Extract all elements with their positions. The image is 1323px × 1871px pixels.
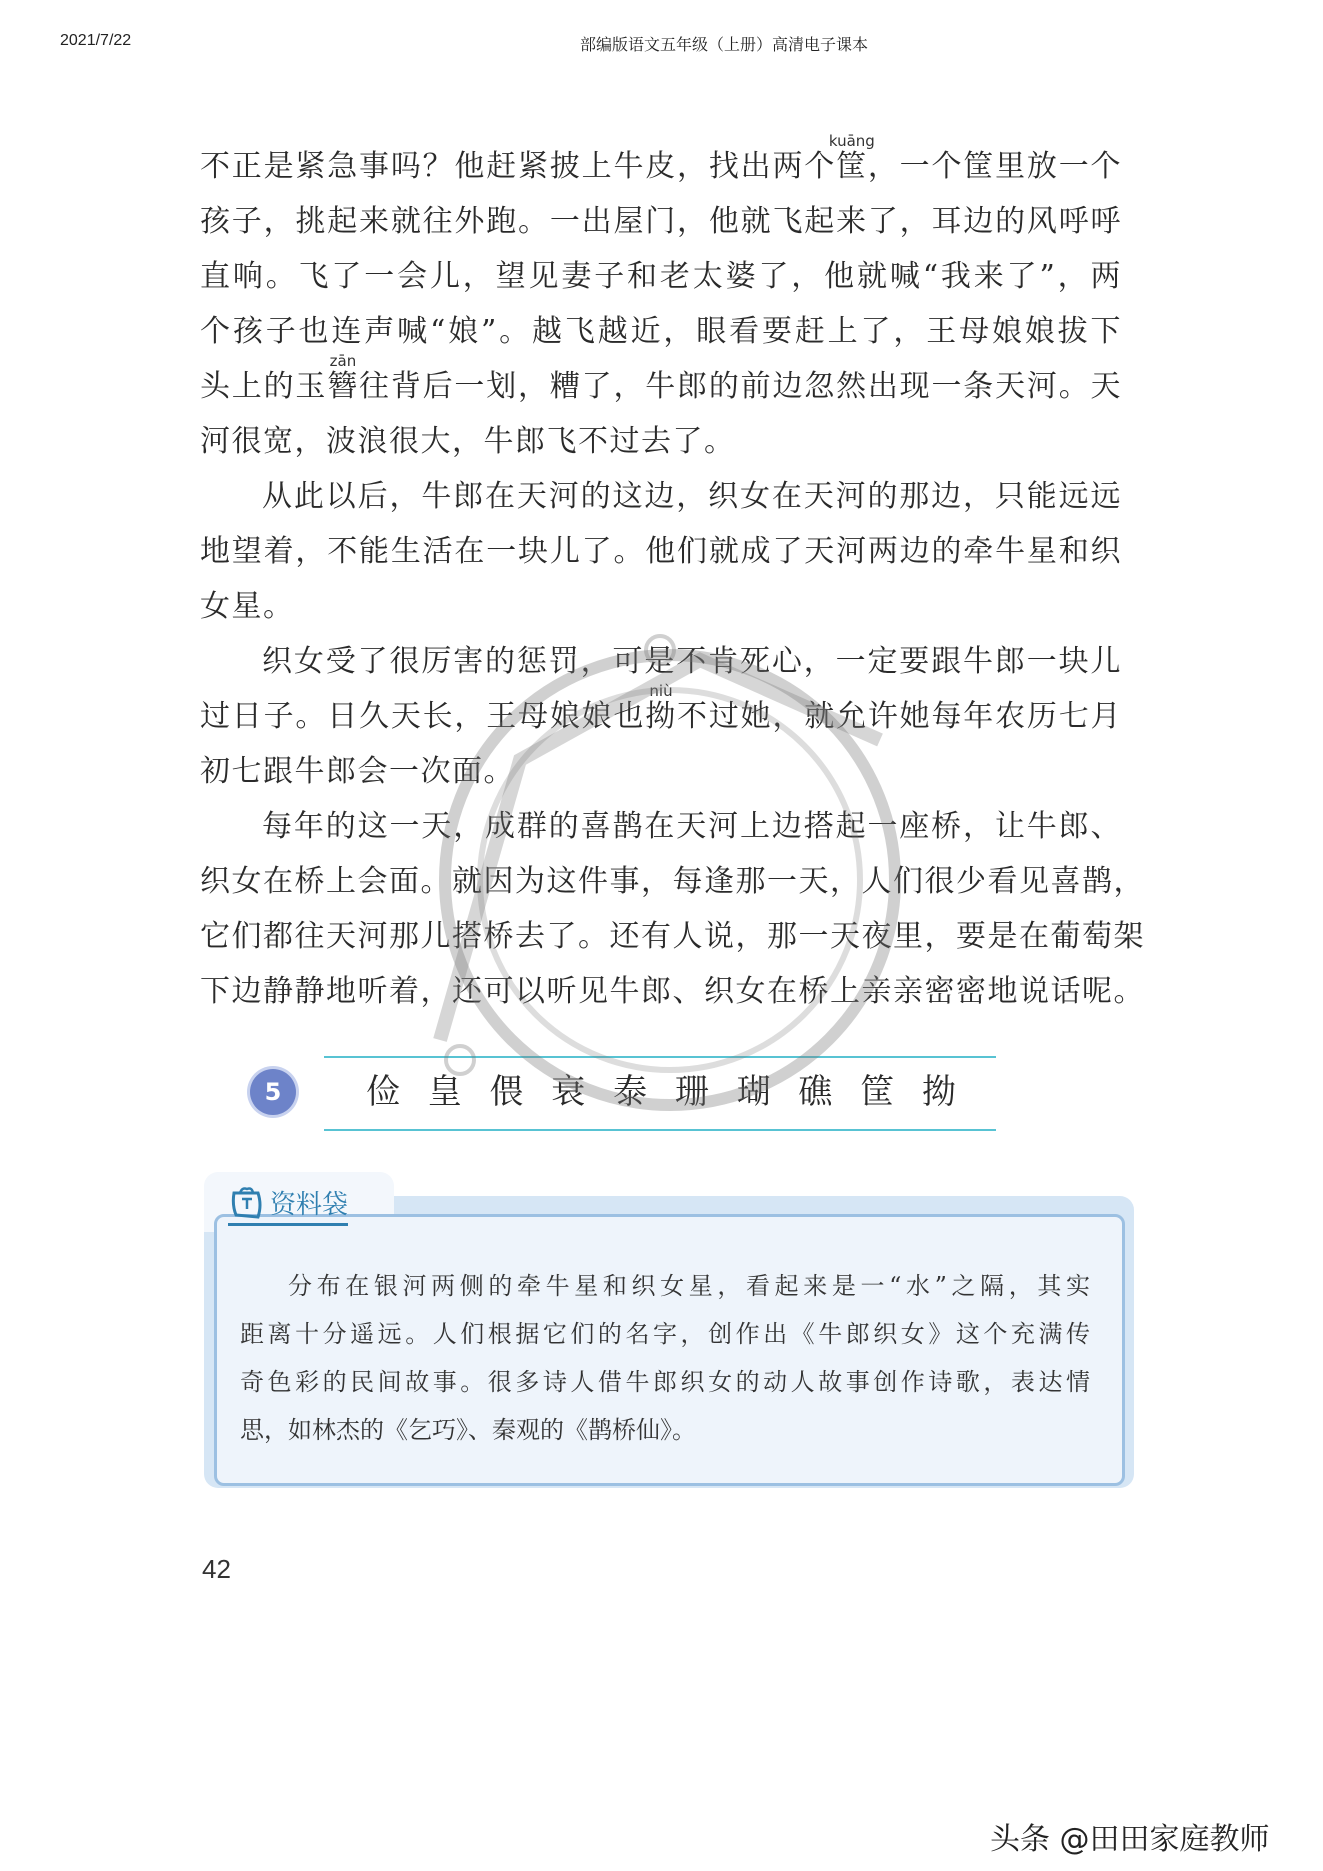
- text-segment: 过日子。日久天长，王母娘娘也: [200, 699, 646, 734]
- text-line: 每年的这一天，成群的喜鹊在天河上边搭起一座桥，让牛郎、: [262, 809, 1122, 844]
- new-char: 珊: [674, 1072, 709, 1112]
- text-line: 思，如林杰的《乞巧》、秦观的《鹊桥仙》。: [240, 1416, 696, 1444]
- text-segment: 不过她，就允许她每年农历七月: [676, 699, 1122, 734]
- text-line: 女星。: [200, 589, 295, 624]
- text-line: 个孩子也连声喊“娘”。越飞越近，眼看要赶上了，王母娘娘拔下: [200, 314, 1122, 349]
- char: 筐: [836, 149, 868, 184]
- page-number: 42: [202, 1554, 231, 1584]
- new-characters: [366, 1068, 956, 1116]
- text-line: [200, 682, 1122, 737]
- text-line: 从此以后，牛郎在天河的这边，织女在天河的那边，只能远远: [262, 479, 1122, 514]
- document-title: 部编版语文五年级（上册）高清电子课本: [580, 37, 869, 54]
- new-char: 衰: [551, 1072, 586, 1112]
- info-box-title-text: 资料袋: [270, 1190, 349, 1220]
- annotated-char: [828, 132, 875, 185]
- book-bag-icon: [228, 1185, 266, 1221]
- section-number-badge: 5: [250, 1069, 296, 1115]
- text-segment: 往背后一划，糟了，牛郎的前边忽然出现一条天河。天: [358, 369, 1123, 404]
- text-line: 初七跟牛郎会一次面。: [200, 754, 515, 789]
- text-line: 距离十分遥远。人们根据它们的名字，创作出《牛郎织女》这个充满传: [240, 1320, 1090, 1348]
- divider-bottom: [324, 1129, 996, 1131]
- divider-top: [324, 1056, 996, 1058]
- print-date: 2021/7/22: [60, 32, 132, 49]
- watermark-credit: 头条 @田田家庭教师: [990, 1822, 1270, 1857]
- text-line: 奇色彩的民间故事。很多诗人借牛郎织女的动人故事创作诗歌，表达情: [240, 1368, 1090, 1396]
- info-box-text: [240, 1262, 1090, 1454]
- text-line: 孩子，挑起来就往外跑。一出屋门，他就飞起来了，耳边的风呼呼: [200, 204, 1122, 239]
- new-char: 俭: [366, 1072, 400, 1112]
- text-segment: ，一个筐里放一个: [867, 149, 1123, 184]
- text-line: 织女受了很厉害的惩罚，可是不肯死心，一定要跟牛郎一块儿: [262, 644, 1122, 679]
- new-char: 偎: [489, 1072, 524, 1112]
- text-line: 直响。飞了一会儿，望见妻子和老太婆了，他就喊“我来了”，两: [200, 259, 1122, 294]
- pinyin: kuāng: [828, 132, 875, 150]
- text-line: 分布在银河两侧的牵牛星和织女星，看起来是一“水”之隔，其实: [288, 1272, 1090, 1300]
- new-char: 礁: [798, 1072, 833, 1112]
- new-char: 筐: [860, 1072, 895, 1112]
- text-line: [200, 132, 1122, 187]
- text-segment: 不正是紧急事吗？他赶紧披上牛皮，找出两个: [200, 149, 837, 184]
- info-box-title: [228, 1184, 348, 1226]
- annotated-char: [327, 352, 359, 405]
- new-char: 皇: [427, 1072, 462, 1112]
- new-char: 泰: [613, 1072, 648, 1112]
- char: 拗: [645, 699, 677, 734]
- text-line: 地望着，不能生活在一块儿了。他们就成了天河两边的牵牛星和织: [200, 534, 1122, 569]
- text-line: 它们都往天河那儿搭桥去了。还有人说，那一天夜里，要是在葡萄架: [200, 919, 1145, 954]
- new-char: 瑚: [736, 1072, 771, 1112]
- text-line: 织女在桥上会面。就因为这件事，每逢那一天，人们很少看见喜鹊，: [200, 864, 1145, 899]
- text-line: 河很宽，波浪很大，牛郎飞不过去了。: [200, 424, 736, 459]
- text-line: 下边静静地听着，还可以听见牛郎、织女在桥上亲亲密密地说话呢。: [200, 974, 1145, 1009]
- text-segment: 头上的玉: [200, 369, 328, 404]
- char: 簪: [327, 369, 359, 404]
- annotated-char: [645, 682, 677, 735]
- pinyin: niù: [649, 682, 673, 700]
- new-char: 拗: [921, 1072, 956, 1112]
- pinyin: zān: [329, 352, 357, 370]
- text-line: [200, 352, 1122, 407]
- story-text: [200, 132, 1145, 1012]
